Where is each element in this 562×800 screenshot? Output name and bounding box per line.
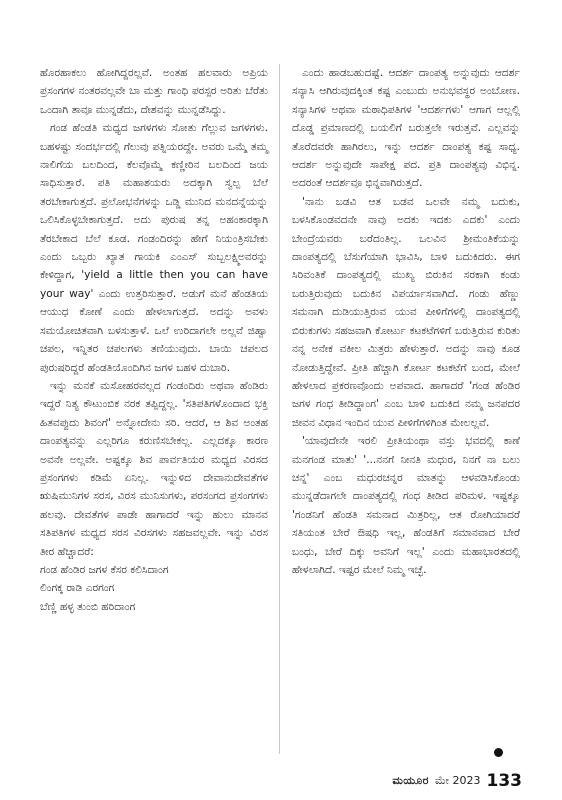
right-column [292, 64, 520, 579]
article-end-bullet-icon [494, 748, 503, 757]
verse-line: ಲಿಂಗಕ್ಕ ರಾಡಿ ಎರಗಂಗ [40, 582, 115, 595]
issue-date: ಮೇ 2023 [434, 774, 481, 787]
page-number: 133 [486, 771, 522, 791]
paragraph: ಎಂದು ಹಾಡಬಹುದಷ್ಟೆ. ಆದರ್ಶ ದಾಂಪತ್ಯ ಅನ್ನುವುದು ಆದರ್ಶ ಸನ್ಯಾಸಿ ಆಗಿರುವುದಕ್ಕಿಂತ ಕಷ್ಟ ಎಂಬುದು ಅನುಭವಸ್ಥರ ಅಂಬೋಣ. ಸನ್ಯಾಸಿಗಳ ಅಥವಾ ಮಠಾಧಿಪತಿಗಳ 'ಆದರ್ಶಗಳು' ಆಗಾಗ ಆಲ್ಲಲ್ಲಿ ದೊಡ್ಡ ಪ್ರಮಾಣದಲ್ಲಿ ಬಯಲಿಗೆ ಬರುತ್ತಲೇ ಇರುತ್ತವೆ. ಎಲ್ಲವನ್ನು ತೊರೆದವರೇ ಹಾಗಿರಲು, ಇನ್ನು ಆದರ್ಶ ದಾಂಪತ್ಯ ಕಷ್ಟ ಸಾಧ್ಯ. ಆದರ್ಶ ಅನ್ನುವುದೇ ಸಾಪೇಕ್ಷ ಪದ. ಪ್ರತಿ ದಾಂಪತ್ಯವು ವಿಭಿನ್ನ. ಅದರಂತೆ ಆದರ್ಶವೂ ಭಿನ್ನವಾಗಿರುತ್ತದೆ. [292, 67, 520, 190]
paragraph: ಗಂಡ ಹೆಂಡತಿ ಮಧ್ಯದ ಜಗಳಗಳು ಸೋತು ಗೆಲ್ಲುವ ಜಗಳಗಳು. ಬಹಳಷ್ಟು ಸಂದರ್ಭದಲ್ಲಿ ಗೆಲುವು ಪತ್ನಿಯರದ್ದೇ. ಅವರು ಒಮ್ಮೆ ತಮ್ಮ ನಾಲಿಗೆಯ ಬಲದಿಂದ, ಕೆಲವೊಮ್ಮೆ ಕಣ್ಣೀರಿನ ಬಲದಿಂದ ಜಯ ಸಾಧಿಸುತ್ತಾರೆ. ಪತಿ ಮಹಾಶಯರು ಅದಕ್ಕಾಗಿ ಸ್ವಲ್ಪ ಬೆಲೆ ತರಬೇಕಾಗುತ್ತದೆ. ಪ್ರಲೋಭನೆಗಳನ್ನು ಒಡ್ಡಿ ಮುನಿದ ಮನದನ್ನೆಯನ್ನು ಒಲಿಸಿಕೊಳ್ಳಬೇಕಾಗುತ್ತದೆ. ಅದು ಪುರುಷ ತನ್ನ ಅಹಂಕಾರಕ್ಕಾಗಿ ತೆರಬೇಕಾದ ಬೆಲೆ ಕೂಡ. ಗಂಡಂದಿರನ್ನು ಹೇಗೆ ನಿಯಂತ್ರಿಸಬೇಕು ಎಂದು ಒಬ್ಬರು ಖ್ಯಾತ ಗಾಯಕಿ ಎಂಎಸ್ ಸುಬ್ಬಲಕ್ಷ್ಮಿಅವರನ್ನು ಕೇಳಿದ್ದಾಗ, 'yield a little then you can have your way' ಎಂದು ಉತ್ತರಿಸುತ್ತಾರೆ. ಅಡುಗೆ ಮನೆ ಹೆಂಡತಿಯ ಆಯುಧ ಕೋಣೆ ಎಂದು ಹೇಳಲಾಗುತ್ತದೆ. ಅದನ್ನು ಅವಳು ಸಮಯೋಚಿತವಾಗಿ ಬಳಸುತ್ತಾಳೆ. ಒಲೆ ಉರಿದಾಗಲೇ ಅಲ್ಲವೆ ಜಿಹ್ವಾ ಚಪಲ, ಇನ್ನಿತರ ಚಪಲಗಳು ತಣಿಯುವುದು. ಬಾಯಿ ಚಪಲದ ಪುರುಷರಿದ್ದರೆ ಹೆಂಡತಿಯೊಂದಿಗಿನ ಜಗಳ ಬಹಳ ದುಬಾರಿ. [40, 122, 268, 374]
magazine-brand: ಮಯೂರ [392, 774, 429, 787]
verse-line: ಬೆಣ್ಣಿ ಹಳ್ಳ ತುಂಬಿ ಹರಿದಾಂಗ [40, 600, 136, 613]
paragraph: 'ನಾನು ಬಡವಿ ಆತ ಬಡವ ಒಲವೇ ನಮ್ಮ ಬದುಕು, ಬಳಸಿಕೊಂಡವದನೇ ನಾವು ಅದಕು ಇದಕು ಎದಕು' ಎಂದು ಬೇಂದ್ರೆಯವರು ಬರೆದಂತಿಲ್ಲ. ಒಲವಿನ ಶ್ರೀಮಂತಿಕೆಯನ್ನು ದಾಂಪತ್ಯದಲ್ಲಿ ಬೆಸುಗೆಯಾಗಿ ಭಾವಿಸಿ, ಬಾಳಿ ಬದುಕಿದರು. ಈಗ ಸಿರಿವಂತಿಕೆ ದಾಂಪತ್ಯದಲ್ಲಿ ಮುಖ್ಯ ಬಿರುಕಿನ ಸರಕಾಗಿ ಕಂಡು ಬರುತ್ತಿರುವುದು ಬದುಕಿನ ವಿಪರ್ಯಾಸವಾಗಿದೆ. ಗಂಡು ಹೆಣ್ಣು ಸಮನಾಗಿ ದುಡಿಯುತ್ತಿರುವ ಯುವ ಪೀಳಿಗೆಗಳಲ್ಲಿ ದಾಂಪತ್ಯದಲ್ಲಿ ಬಿರುಕುಗಳು ಸಹಜವಾಗಿ ಕೋರ್ಟು ಕಟಕಟೆಗಳಿಗೆ ಬರುತ್ತಿರುವ ಕುರಿತು ನನ್ನ ಅನೇಕ ವಕೀಲ ಮಿತ್ರರು ಹೇಳುತ್ತಾರೆ. ಅದನ್ನು ನಾವು ಕೂಡ ನೋಡುತ್ತಿದ್ದೇವೆ. ಪ್ರೀತಿ ಹೆಚ್ಚಾಗಿ ಕೋರ್ಟ ಕಟಕಟೆಗೆ ಬಂದ, ಮೇಲೆ ಹೇಳಲಾದ ಪ್ರಕರಣವೊಂದು ಅಪವಾದ. ಹಾಗಾದರೆ 'ಗಂಡ ಹೆಂಡಿರ ಜಗಳ ಗಂಧ ತೀಡಿದ್ದಾಂಗ' ಎಂಬ ಬಾಳಿ ಬದುಕಿದ ನಮ್ಮ ಜನಪದರ ಜೀವನ ವಿಧಾನ ಇಂದಿನ ಯುವ ಪೀಳಿಗೆಗಳಿಗಿಂತ ಮೇಲಲ್ಲವೆ. [292, 195, 520, 429]
paragraph: ಹೊರಹಾಕಲು ಹೋಗಿದ್ದರಲ್ಲವೆ. ಅಂತಹ ಹಲವಾರು ಅಪ್ರಿಯ ಪ್ರಸಂಗಗಳ ನಂತರವಲ್ಲವೇ ಬಾ ಮತ್ತು ಗಾಂಧಿ ಪರಸ್ಪರ ಅರಿತು ಬೆರೆತು ಒಂದಾಗಿ ತಾವೂ ಮುನ್ನಡೆದು, ದೇಶವನ್ನು ಮುನ್ನಡೆಸಿದ್ದು. [40, 67, 268, 116]
paragraph: ಇನ್ನು ಮನಕೆ ಮಸೋಹರವಲ್ಲದ ಗಂಡಂದಿರು ಅಥವಾ ಹೆಂಡಿರು ಇದ್ದರೆ ನಿತ್ಯ ಕೌಟುಂಬಿಕ ನರಕ ತಪ್ಪಿದ್ದಲ್ಲ. 'ಸತಿಪತಿಗಳೊಂದಾದ ಭಕ್ತಿ ಹಿತವಪ್ಪುದು ಶಿವಂಗೆ' ಅನ್ನೋದೇನು ಸರಿ. ಆದರೆ, ಆ ಶಿವ ಅಂತಹ ದಾಂಪತ್ಯವನ್ನು ಎಲ್ಲರಿಗೂ ಕರುಣಿಸಬೇಕಲ್ಲ. ಎಲ್ಲದಕ್ಕೂ ಕಾರಣ ಅವನೇ ಅಲ್ಲವೇ. ಅಷ್ಟಕ್ಕೂ ಶಿವ ಪಾರ್ವತಿಯರ ಮಧ್ಯದ ವಿರಸದ ಪ್ರಸಂಗಗಳು ಕಡಿಮೆ ಏನಿಲ್ಲ. ಇನ್ನುಳಿದ ದೇವಾನುದೇವತೆಗಳ ಋಷಿಮುನಿಗಳ ಸರಸ, ವಿರಸ ಮುನಿಸುಗಳು, ಪರಸಂಗದ ಪ್ರಸಂಗಗಳು ಹಲವು. ದೇವತೆಗಳ ಪಾಡೇ ಹಾಗಾದರೆ ಇನ್ನು ಹುಲು ಮಾನವ ಸತಿಪತಿಗಳ ಮಧ್ಯದ ಸರಸ ವಿರಸಗಳು ಸಹಜವಲ್ಲವೇ. ಇನ್ನು ವಿರಸ ತೀರ ಹೆಚ್ಚಾದರೆ: [40, 379, 268, 558]
page-footer [392, 771, 522, 791]
left-column [40, 64, 268, 616]
folk-verse [40, 561, 268, 616]
column-divider [279, 64, 280, 754]
verse-line: ಗಂಡ ಹೆಂಡಿರ ಜಗಳ ಕೆಸರ ಕಲಿಸಿದಾಂಗ [40, 563, 169, 576]
paragraph: 'ಯಾವುದೇನೇ ಇರಲಿ ಪ್ರೀತಿಯಂಥಾ ವಸ್ತು ಭವದಲ್ಲಿ ಕಾಣೆ ಮನಗಂಡ ಮಾತು' '...ನನಗೆ ನೀನತಿ ಮಧುರ, ನಿನಗೆ ನಾ ಬಲು ಚನ್ನ' ಎಂಬ ಮಧುರಚನ್ನರ ಮಾತನ್ನು ಆಳವಡಿಸಿಕೊಂಡು ಮುನ್ನಡೆದಾಗಲೇ ದಾಂಪತ್ಯದಲ್ಲಿ ಗಂಧ ತೀಡಿದ ಪರಿಮಳ. ಇಷ್ಟಕ್ಕೂ 'ಗಂಡನಿಗೆ ಹೆಂಡತಿ ಸಮನಾದ ಮಿತ್ರರಿಲ್ಲ, ಆತ ರೋಗಿಯಾದರೆ ಸತಿಯಂತ ಬೇರೆ ಔಷಧಿ ಇಲ್ಲ, ಹೆಂಡತಿಗೆ ಸಮಾನವಾದ ಬೇರೆ ಬಂಧು, ಬೇರೆ ದಿಕ್ಕು ಅವನಿಗೆ ಇಲ್ಲ' ಎಂದು ಮಹಾಭಾರತದಲ್ಲಿ ಹೇಳಲಾಗಿದೆ. ಇಷ್ಟರ ಮೇಲೆ ನಿಮ್ಮ ಇಚ್ಛೆ. [292, 435, 520, 576]
